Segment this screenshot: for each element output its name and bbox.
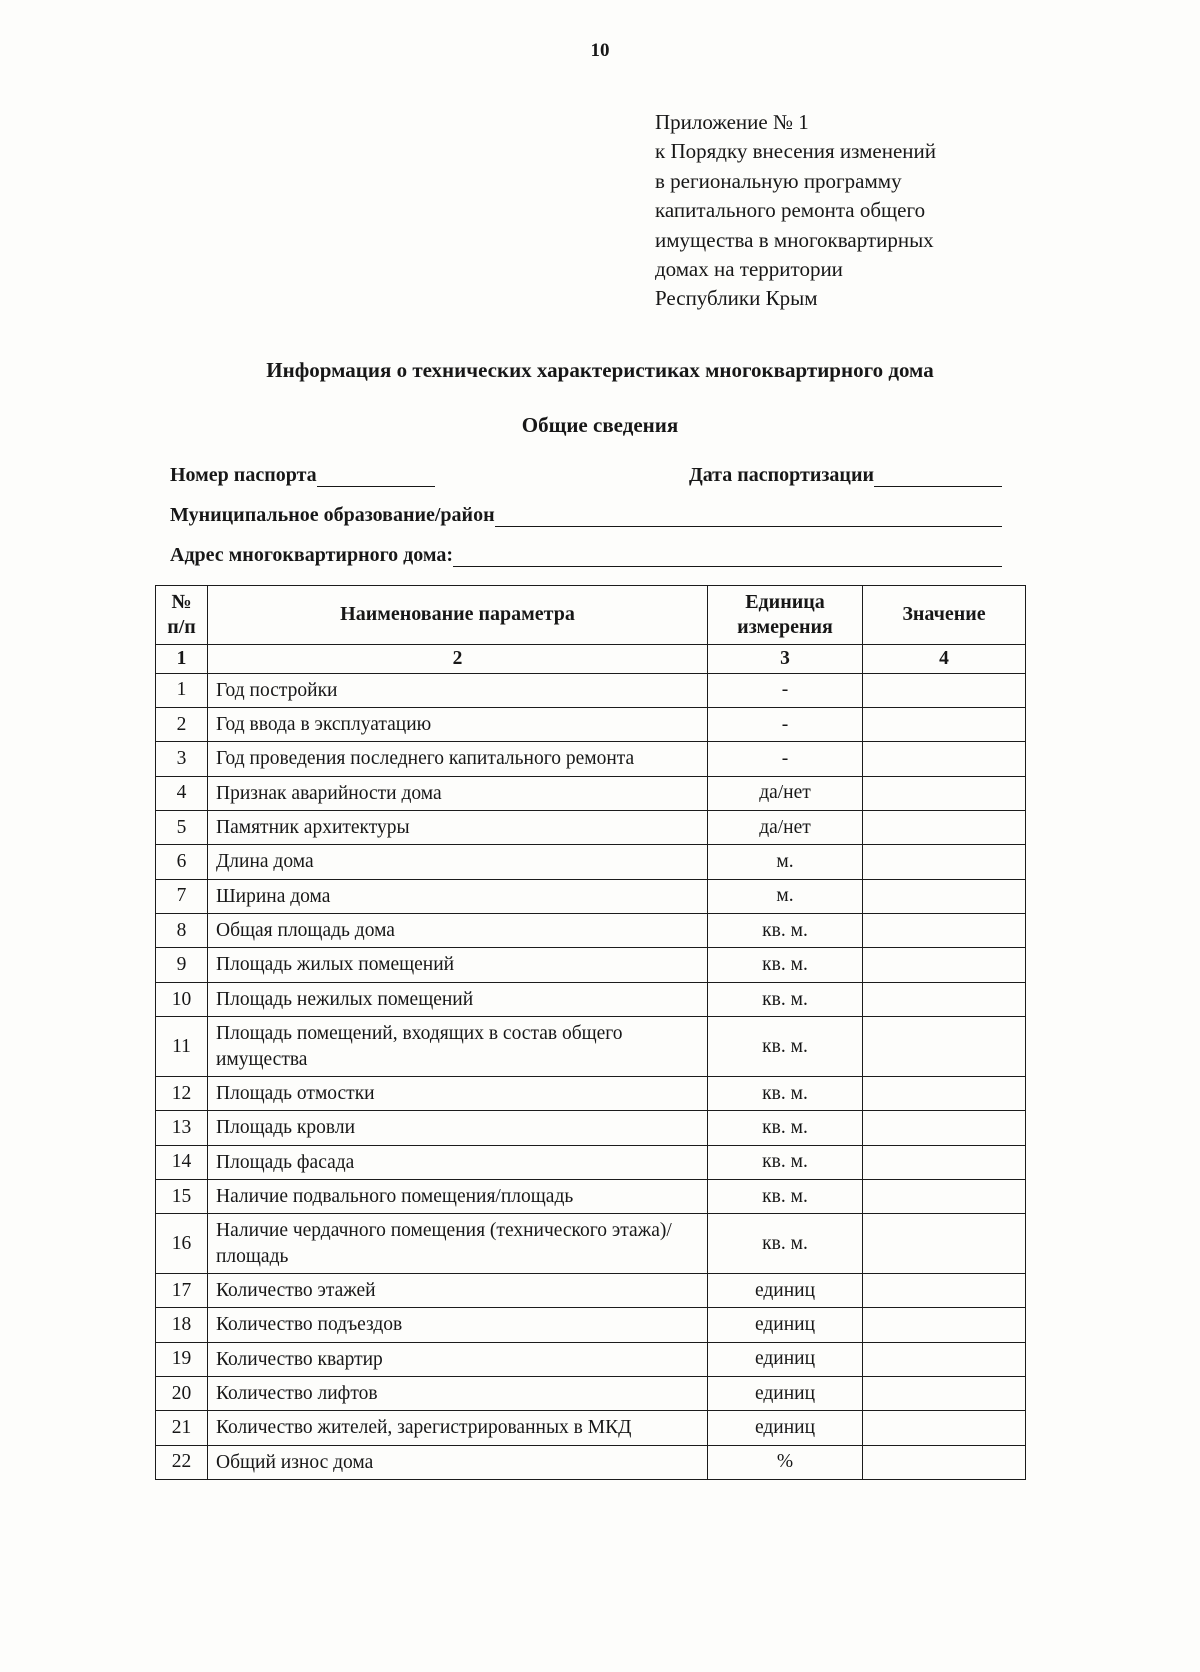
header-param: Наименование параметра	[208, 585, 708, 644]
passport-date-blank	[874, 466, 1002, 487]
section-subtitle: Общие сведения	[521, 412, 679, 437]
field-row-address	[170, 544, 1002, 567]
cell-param: Общая площадь дома	[208, 914, 708, 948]
cell-unit: единиц	[708, 1342, 863, 1376]
table-row	[156, 1308, 1026, 1342]
cell-value	[863, 1214, 1026, 1274]
cell-value	[863, 1145, 1026, 1179]
cell-num: 12	[156, 1076, 208, 1110]
cell-unit: единиц	[708, 1411, 863, 1445]
cell-param: Длина дома	[208, 845, 708, 879]
cell-unit: да/нет	[708, 776, 863, 810]
cell-value	[863, 1273, 1026, 1307]
cell-num: 8	[156, 914, 208, 948]
appendix-line: капитального ремонта общего	[655, 198, 926, 223]
cell-unit: -	[708, 673, 863, 707]
cell-param: Памятник архитектуры	[208, 811, 708, 845]
cell-num: 20	[156, 1376, 208, 1410]
appendix-line: домах на территории	[655, 256, 843, 281]
cell-param: Год постройки	[208, 673, 708, 707]
cell-num: 2	[156, 708, 208, 742]
header-num: № п/п	[156, 585, 208, 644]
table-row	[156, 742, 1026, 776]
cell-num: 22	[156, 1445, 208, 1479]
cell-unit: кв. м.	[708, 1076, 863, 1110]
table-row	[156, 1145, 1026, 1179]
table-row	[156, 845, 1026, 879]
appendix-block	[655, 108, 1045, 314]
header-row	[156, 585, 1026, 644]
cell-param: Количество подъездов	[208, 1308, 708, 1342]
table-row	[156, 1411, 1026, 1445]
cell-unit: единиц	[708, 1376, 863, 1410]
cell-value	[863, 1308, 1026, 1342]
cell-num: 18	[156, 1308, 208, 1342]
cell-num: 5	[156, 811, 208, 845]
cell-num: 4	[156, 776, 208, 810]
column-number: 4	[863, 644, 1026, 673]
table-row	[156, 1076, 1026, 1110]
header-unit: Единица измерения	[708, 585, 863, 644]
cell-param: Количество жителей, зарегистрированных в МКД	[208, 1411, 708, 1445]
field-row-municipality	[170, 504, 1002, 527]
cell-unit: кв. м.	[708, 982, 863, 1016]
cell-param: Год ввода в эксплуатацию	[208, 708, 708, 742]
cell-param: Площадь кровли	[208, 1111, 708, 1145]
table-row	[156, 708, 1026, 742]
table-header	[156, 585, 1026, 673]
cell-value	[863, 914, 1026, 948]
table-row	[156, 1376, 1026, 1410]
cell-param: Наличие чердачного помещения (технического этажа)/площадь	[208, 1214, 708, 1274]
cell-num: 1	[156, 673, 208, 707]
cell-num: 15	[156, 1179, 208, 1213]
cell-unit: кв. м.	[708, 1017, 863, 1077]
appendix-line: Приложение № 1	[655, 110, 809, 134]
cell-value	[863, 1017, 1026, 1077]
passport-number-blank	[317, 466, 435, 487]
cell-num: 7	[156, 879, 208, 913]
cell-value	[863, 1111, 1026, 1145]
cell-param: Площадь отмостки	[208, 1076, 708, 1110]
cell-num: 21	[156, 1411, 208, 1445]
cell-unit: -	[708, 742, 863, 776]
cell-unit: кв. м.	[708, 1111, 863, 1145]
cell-unit: единиц	[708, 1273, 863, 1307]
cell-unit: м.	[708, 879, 863, 913]
cell-value	[863, 845, 1026, 879]
column-numbers-row	[156, 644, 1026, 673]
document-title: Информация о технических характеристиках многоквартирного дома	[266, 357, 934, 382]
field-row-passport	[170, 464, 1002, 487]
cell-param: Общий износ дома	[208, 1445, 708, 1479]
cell-unit: да/нет	[708, 811, 863, 845]
form-fields	[170, 464, 1002, 567]
table-row	[156, 879, 1026, 913]
cell-param: Год проведения последнего капитального ремонта	[208, 742, 708, 776]
appendix-line: имущества в многоквартирных	[655, 227, 934, 252]
cell-value	[863, 1411, 1026, 1445]
passport-date-group	[689, 464, 1002, 487]
table-row	[156, 1342, 1026, 1376]
table-row	[156, 948, 1026, 982]
cell-param: Количество этажей	[208, 1273, 708, 1307]
passport-date-label: Дата паспортизации	[688, 463, 874, 486]
column-number: 1	[156, 644, 208, 673]
page-number: 10	[590, 40, 610, 61]
cell-value	[863, 742, 1026, 776]
cell-unit: кв. м.	[708, 914, 863, 948]
appendix-line: Республики Крым	[655, 286, 818, 311]
cell-value	[863, 879, 1026, 913]
cell-num: 10	[156, 982, 208, 1016]
cell-unit: -	[708, 708, 863, 742]
cell-param: Количество лифтов	[208, 1376, 708, 1410]
table-row	[156, 1214, 1026, 1274]
cell-unit: кв. м.	[708, 1179, 863, 1213]
cell-value	[863, 948, 1026, 982]
table-row	[156, 1179, 1026, 1213]
table-body	[156, 673, 1026, 1479]
cell-value	[863, 1445, 1026, 1479]
cell-num: 9	[156, 948, 208, 982]
cell-value	[863, 708, 1026, 742]
cell-param: Площадь нежилых помещений	[208, 982, 708, 1016]
cell-value	[863, 776, 1026, 810]
table-row	[156, 673, 1026, 707]
cell-unit: м.	[708, 845, 863, 879]
cell-num: 16	[156, 1214, 208, 1274]
table-row	[156, 811, 1026, 845]
cell-value	[863, 1179, 1026, 1213]
cell-unit: кв. м.	[708, 1214, 863, 1274]
cell-value	[863, 982, 1026, 1016]
cell-num: 11	[156, 1017, 208, 1077]
cell-value	[863, 1076, 1026, 1110]
table-row	[156, 1111, 1026, 1145]
municipality-blank	[495, 506, 1002, 527]
parameters-table	[155, 585, 1026, 1480]
table-row	[156, 914, 1026, 948]
address-blank	[453, 546, 1002, 567]
cell-unit: единиц	[708, 1308, 863, 1342]
header-value: Значение	[863, 585, 1026, 644]
cell-num: 19	[156, 1342, 208, 1376]
cell-param: Количество квартир	[208, 1342, 708, 1376]
cell-param: Наличие подвального помещения/площадь	[208, 1179, 708, 1213]
cell-value	[863, 811, 1026, 845]
cell-param: Площадь помещений, входящих в состав общего имущества	[208, 1017, 708, 1077]
cell-value	[863, 1342, 1026, 1376]
address-label: Адрес многоквартирного дома:	[170, 543, 454, 566]
cell-num: 14	[156, 1145, 208, 1179]
cell-param: Площадь жилых помещений	[208, 948, 708, 982]
appendix-line: в региональную программу	[655, 168, 902, 193]
cell-num: 6	[156, 845, 208, 879]
passport-number-label: Номер паспорта	[170, 463, 317, 486]
cell-param: Признак аварийности дома	[208, 776, 708, 810]
table-row	[156, 1445, 1026, 1479]
column-number: 3	[708, 644, 863, 673]
cell-num: 17	[156, 1273, 208, 1307]
cell-unit: %	[708, 1445, 863, 1479]
table-row	[156, 1017, 1026, 1077]
table-row	[156, 982, 1026, 1016]
column-number: 2	[208, 644, 708, 673]
table-row	[156, 776, 1026, 810]
appendix-line: к Порядку внесения изменений	[655, 139, 937, 164]
table-row	[156, 1273, 1026, 1307]
cell-unit: кв. м.	[708, 1145, 863, 1179]
cell-value	[863, 1376, 1026, 1410]
cell-value	[863, 673, 1026, 707]
cell-unit: кв. м.	[708, 948, 863, 982]
municipality-label: Муниципальное образование/район	[170, 503, 495, 526]
cell-param: Площадь фасада	[208, 1145, 708, 1179]
cell-num: 13	[156, 1111, 208, 1145]
cell-num: 3	[156, 742, 208, 776]
cell-param: Ширина дома	[208, 879, 708, 913]
